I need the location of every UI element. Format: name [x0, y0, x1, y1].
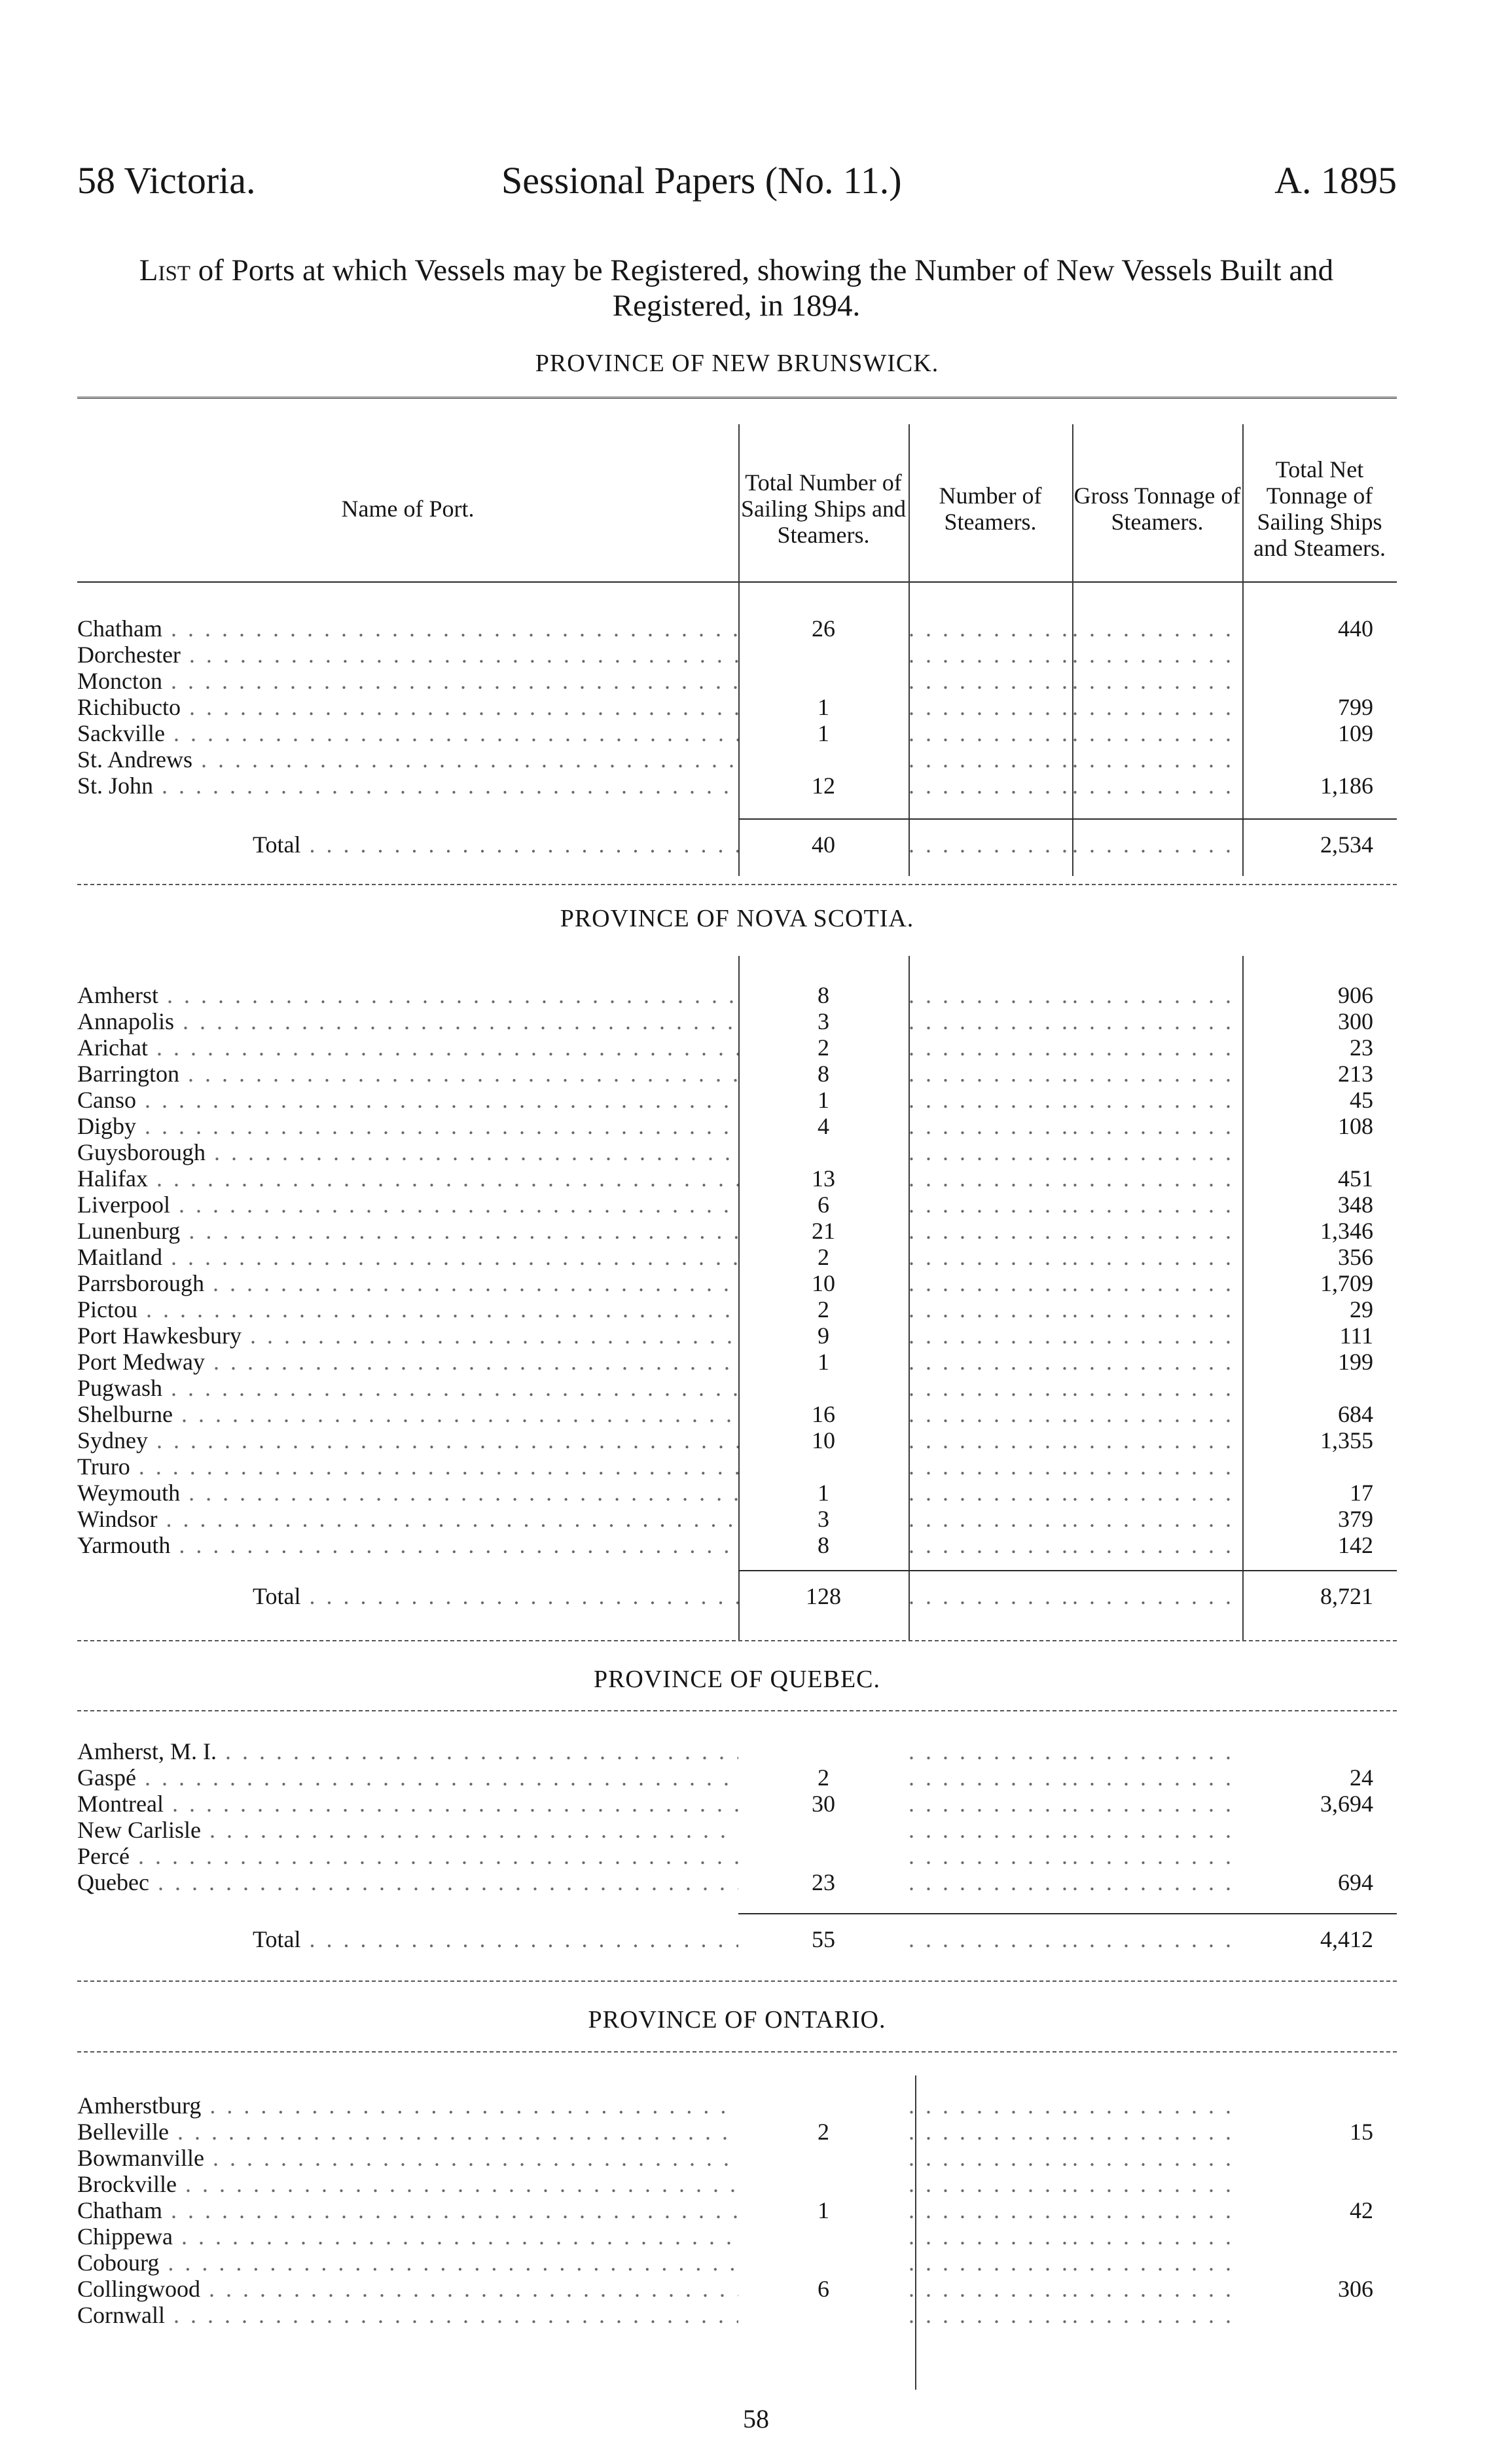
port-name: Bowmanville . . . [77, 2145, 738, 2171]
column-header-name: Name of Port. [341, 496, 475, 522]
steamers-cell [909, 1453, 1072, 1480]
net-tonnage: 213 [1338, 1061, 1373, 1087]
total-rule [738, 1570, 1397, 1571]
steamers-cell [909, 2119, 1072, 2145]
table-row [77, 615, 1397, 642]
table-row [77, 1427, 1397, 1453]
gross-tonnage-cell [1072, 2276, 1242, 2302]
table-row [77, 1817, 1397, 1843]
section-rule [77, 884, 1397, 885]
port-name: Amherst, M. I. . . . [77, 1738, 738, 1764]
port-name: Brockville . . . [77, 2171, 738, 2197]
net-tonnage: 684 [1338, 1401, 1373, 1427]
port-name: Canso . . . [77, 1087, 738, 1113]
section-total-new-brunswick [77, 831, 1397, 858]
table-row [77, 1270, 1397, 1296]
total-vessels: 4 [818, 1113, 829, 1139]
steamers-cell [909, 1087, 1072, 1113]
gross-tonnage-cell [1072, 1165, 1242, 1192]
port-name: Richibucto . . . [77, 694, 738, 720]
table-row [77, 1087, 1397, 1113]
steamers-cell [909, 2302, 1072, 2328]
table-row [77, 720, 1397, 746]
port-name: Port Medway . . . [77, 1349, 738, 1375]
port-name: Sydney . . . [77, 1427, 738, 1453]
port-name: Weymouth . . . [77, 1480, 738, 1506]
table-row [77, 2092, 1397, 2119]
port-name: Annapolis . . . [77, 1008, 738, 1034]
steamers-cell [909, 1738, 1072, 1764]
running-head-left: 58 Victoria. [77, 159, 256, 202]
section-heading-quebec: PROVINCE OF QUEBEC. [593, 1666, 881, 1693]
total-vessels: 8 [818, 1532, 829, 1558]
total-vessels: 8 [818, 982, 829, 1008]
net-tonnage: 1,186 [1320, 773, 1373, 799]
net-tonnage: 29 [1350, 1296, 1373, 1323]
net-tonnage: 8,721 [1320, 1583, 1373, 1609]
port-name: St. John . . . [77, 773, 738, 799]
port-name: Chippewa . . . [77, 2223, 738, 2250]
port-name: Truro . . . [77, 1453, 738, 1480]
steamers-cell [909, 1817, 1072, 1843]
total-vessels: 2 [818, 1034, 829, 1061]
total-vessels: 13 [812, 1165, 835, 1192]
steamers-cell [909, 831, 1072, 858]
total-label: Total . . . [77, 1583, 738, 1609]
steamers-cell [909, 615, 1072, 642]
port-name: Sackville . . . [77, 720, 738, 746]
port-name: Moncton . . . [77, 668, 738, 694]
total-vessels: 30 [812, 1791, 835, 1817]
port-name: Halifax . . . [77, 1165, 738, 1192]
table-row [77, 2197, 1397, 2223]
section-rows-new-brunswick [77, 615, 1397, 799]
table-row [77, 1453, 1397, 1480]
gross-tonnage-cell [1072, 720, 1242, 746]
total-vessels: 21 [812, 1218, 835, 1244]
table-row [77, 1008, 1397, 1034]
column-header-net-tonnage: Total Net Tonnage of Sailing Ships and Steamers. [1253, 456, 1386, 561]
gross-tonnage-cell [1072, 1583, 1242, 1609]
net-tonnage: 348 [1338, 1192, 1373, 1218]
table-row [77, 1375, 1397, 1401]
running-head [77, 155, 1397, 207]
steamers-cell [909, 2197, 1072, 2223]
table-row [77, 773, 1397, 799]
gross-tonnage-cell [1072, 1791, 1242, 1817]
gross-tonnage-cell [1072, 2302, 1242, 2328]
total-vessels: 1 [818, 1480, 829, 1506]
table-row [77, 1296, 1397, 1323]
table-row [77, 2171, 1397, 2197]
total-vessels: 1 [818, 694, 829, 720]
section-rows-ontario [77, 2092, 1397, 2328]
gross-tonnage-cell [1072, 1192, 1242, 1218]
net-tonnage: 799 [1338, 694, 1373, 720]
table-row [77, 2276, 1397, 2302]
table-row [77, 642, 1397, 668]
steamers-cell [909, 1165, 1072, 1192]
net-tonnage: 109 [1338, 720, 1373, 746]
gross-tonnage-cell [1072, 1087, 1242, 1113]
gross-tonnage-cell [1072, 694, 1242, 720]
total-vessels: 1 [818, 1349, 829, 1375]
total-vessels: 23 [812, 1869, 835, 1895]
gross-tonnage-cell [1072, 642, 1242, 668]
port-name: Yarmouth . . . [77, 1532, 738, 1558]
net-tonnage: 306 [1338, 2276, 1373, 2302]
net-tonnage: 906 [1338, 982, 1373, 1008]
document-title-lead: List [139, 253, 191, 287]
gross-tonnage-cell [1072, 1817, 1242, 1843]
total-vessels: 2 [818, 1244, 829, 1270]
total-vessels: 6 [818, 1192, 829, 1218]
table-row [77, 1034, 1397, 1061]
net-tonnage: 23 [1350, 1034, 1373, 1061]
table-row [77, 1061, 1397, 1087]
steamers-cell [909, 668, 1072, 694]
gross-tonnage-cell [1072, 1113, 1242, 1139]
steamers-cell [909, 1192, 1072, 1218]
gross-tonnage-cell [1072, 1453, 1242, 1480]
port-name: Amherstburg . . . [77, 2092, 738, 2119]
port-name: Lunenburg . . . [77, 1218, 738, 1244]
total-vessels: 3 [818, 1506, 829, 1532]
port-name: New Carlisle . . . [77, 1817, 738, 1843]
section-total-nova-scotia [77, 1583, 1397, 1609]
running-head-center: Sessional Papers (No. 11.) [501, 159, 902, 202]
steamers-cell [909, 1401, 1072, 1427]
steamers-cell [909, 1926, 1072, 1952]
port-name: Liverpool . . . [77, 1192, 738, 1218]
table-row [77, 694, 1397, 720]
net-tonnage: 142 [1338, 1532, 1373, 1558]
port-name: Gaspé . . . [77, 1764, 738, 1791]
gross-tonnage-cell [1072, 1427, 1242, 1453]
net-tonnage: 356 [1338, 1244, 1373, 1270]
table-top-rule [77, 397, 1397, 401]
total-vessels: 2 [818, 2119, 829, 2145]
net-tonnage: 2,534 [1320, 831, 1373, 858]
steamers-cell [909, 1323, 1072, 1349]
port-name: Digby . . . [77, 1113, 738, 1139]
total-label: Total . . . [77, 831, 738, 858]
column-header-gross-tonnage: Gross Tonnage of Steamers. [1073, 483, 1241, 535]
table-row [77, 1323, 1397, 1349]
table-row [77, 982, 1397, 1008]
gross-tonnage-cell [1072, 2197, 1242, 2223]
port-name: Quebec . . . [77, 1869, 738, 1895]
port-name: St. Andrews . . . [77, 746, 738, 773]
total-row [77, 1926, 1397, 1952]
gross-tonnage-cell [1072, 2119, 1242, 2145]
total-vessels: 55 [812, 1926, 835, 1952]
net-tonnage: 1,709 [1320, 1270, 1373, 1296]
page-number: 58 [743, 2404, 769, 2434]
steamers-cell [909, 1270, 1072, 1296]
gross-tonnage-cell [1072, 1244, 1242, 1270]
net-tonnage: 379 [1338, 1506, 1373, 1532]
total-vessels: 40 [812, 831, 835, 858]
table-row [77, 746, 1397, 773]
gross-tonnage-cell [1072, 1738, 1242, 1764]
table-row [77, 1401, 1397, 1427]
steamers-cell [909, 746, 1072, 773]
steamers-cell [909, 2092, 1072, 2119]
gross-tonnage-cell [1072, 1764, 1242, 1791]
table-row [77, 1764, 1397, 1791]
port-name: Barrington . . . [77, 1061, 738, 1087]
port-name: Cobourg . . . [77, 2250, 738, 2276]
net-tonnage: 111 [1339, 1323, 1373, 1349]
table-row [77, 1244, 1397, 1270]
gross-tonnage-cell [1072, 1480, 1242, 1506]
table-row [77, 1349, 1397, 1375]
steamers-cell [909, 773, 1072, 799]
net-tonnage: 1,355 [1320, 1427, 1373, 1453]
table-row [77, 1480, 1397, 1506]
section-heading-ontario: PROVINCE OF ONTARIO. [588, 2006, 886, 2034]
steamers-cell [909, 2145, 1072, 2171]
net-tonnage: 3,694 [1320, 1791, 1373, 1817]
steamers-cell [909, 1061, 1072, 1087]
gross-tonnage-cell [1072, 1034, 1242, 1061]
steamers-cell [909, 1139, 1072, 1165]
net-tonnage: 17 [1350, 1480, 1373, 1506]
total-rule [738, 818, 1397, 820]
steamers-cell [909, 2223, 1072, 2250]
table-row [77, 1869, 1397, 1895]
table-row [77, 1791, 1397, 1817]
gross-tonnage-cell [1072, 615, 1242, 642]
port-name: Chatham . . . [77, 615, 738, 642]
total-vessels: 16 [812, 1401, 835, 1427]
net-tonnage: 24 [1350, 1764, 1373, 1791]
gross-tonnage-cell [1072, 1401, 1242, 1427]
gross-tonnage-cell [1072, 1296, 1242, 1323]
total-vessels: 128 [806, 1583, 841, 1609]
gross-tonnage-cell [1072, 1349, 1242, 1375]
net-tonnage: 199 [1338, 1349, 1373, 1375]
gross-tonnage-cell [1072, 1869, 1242, 1895]
port-name: Windsor . . . [77, 1506, 738, 1532]
gross-tonnage-cell [1072, 1218, 1242, 1244]
steamers-cell [909, 982, 1072, 1008]
table-row [77, 1738, 1397, 1764]
section-heading-nova-scotia: PROVINCE OF NOVA SCOTIA. [560, 905, 914, 932]
table-row [77, 1192, 1397, 1218]
section-rule [77, 1640, 1397, 1641]
gross-tonnage-cell [1072, 2250, 1242, 2276]
table-row [77, 2145, 1397, 2171]
gross-tonnage-cell [1072, 746, 1242, 773]
net-tonnage: 451 [1338, 1165, 1373, 1192]
gross-tonnage-cell [1072, 1843, 1242, 1869]
gross-tonnage-cell [1072, 2223, 1242, 2250]
total-vessels: 1 [818, 720, 829, 746]
gross-tonnage-cell [1072, 668, 1242, 694]
gross-tonnage-cell [1072, 1139, 1242, 1165]
steamers-cell [909, 642, 1072, 668]
steamers-cell [909, 1034, 1072, 1061]
port-name: Amherst . . . [77, 982, 738, 1008]
steamers-cell [909, 1532, 1072, 1558]
gross-tonnage-cell [1072, 1061, 1242, 1087]
gross-tonnage-cell [1072, 1270, 1242, 1296]
port-name: Parrsborough . . . [77, 1270, 738, 1296]
port-name: Port Hawkesbury . . . [77, 1323, 738, 1349]
table-row [77, 2250, 1397, 2276]
total-label: Total . . . [77, 1926, 738, 1952]
gross-tonnage-cell [1072, 1008, 1242, 1034]
gross-tonnage-cell [1072, 2171, 1242, 2197]
gross-tonnage-cell [1072, 982, 1242, 1008]
total-vessels: 8 [818, 1061, 829, 1087]
net-tonnage: 300 [1338, 1008, 1373, 1034]
net-tonnage: 4,412 [1320, 1926, 1373, 1952]
total-vessels: 1 [818, 1087, 829, 1113]
port-name: Percé . . . [77, 1843, 738, 1869]
steamers-cell [909, 1244, 1072, 1270]
port-name: Maitland . . . [77, 1244, 738, 1270]
section-heading-new-brunswick: PROVINCE OF NEW BRUNSWICK. [535, 350, 939, 377]
column-header-total: Total Number of Sailing Ships and Steamers. [740, 469, 907, 548]
steamers-cell [909, 1349, 1072, 1375]
steamers-cell [909, 1791, 1072, 1817]
table-row [77, 2302, 1397, 2328]
section-rows-quebec [77, 1738, 1397, 1895]
steamers-cell [909, 1296, 1072, 1323]
table-row [77, 2223, 1397, 2250]
net-tonnage: 45 [1350, 1087, 1373, 1113]
document-title [72, 253, 1401, 323]
table-row [77, 1165, 1397, 1192]
total-vessels: 10 [812, 1270, 835, 1296]
gross-tonnage-cell [1072, 2092, 1242, 2119]
port-name: Dorchester . . . [77, 642, 738, 668]
steamers-cell [909, 1583, 1072, 1609]
port-name: Arichat . . . [77, 1034, 738, 1061]
port-name: Montreal . . . [77, 1791, 738, 1817]
gross-tonnage-cell [1072, 2145, 1242, 2171]
steamers-cell [909, 1506, 1072, 1532]
net-tonnage: 108 [1338, 1113, 1373, 1139]
steamers-cell [909, 1869, 1072, 1895]
column-header-steamers: Number of Steamers. [939, 483, 1042, 535]
gross-tonnage-cell [1072, 1375, 1242, 1401]
steamers-cell [909, 1218, 1072, 1244]
header-rule [77, 581, 1397, 583]
total-row [77, 831, 1397, 858]
table-row [77, 2119, 1397, 2145]
steamers-cell [909, 1375, 1072, 1401]
total-vessels: 2 [818, 1764, 829, 1791]
net-tonnage: 694 [1338, 1869, 1373, 1895]
steamers-cell [909, 1008, 1072, 1034]
total-vessels: 12 [812, 773, 835, 799]
total-vessels: 9 [818, 1323, 829, 1349]
net-tonnage: 1,346 [1320, 1218, 1373, 1244]
gross-tonnage-cell [1072, 1926, 1242, 1952]
gross-tonnage-cell [1072, 831, 1242, 858]
port-name: Guysborough . . . [77, 1139, 738, 1165]
section-rule [77, 1981, 1397, 1982]
steamers-cell [909, 694, 1072, 720]
section-rows-nova-scotia [77, 982, 1397, 1558]
table-row [77, 1113, 1397, 1139]
port-name: Collingwood . . . [77, 2276, 738, 2302]
port-name: Cornwall . . . [77, 2302, 738, 2328]
port-name: Pugwash . . . [77, 1375, 738, 1401]
steamers-cell [909, 1764, 1072, 1791]
table-row [77, 1843, 1397, 1869]
steamers-cell [909, 2171, 1072, 2197]
section-rule [77, 1710, 1397, 1711]
total-vessels: 26 [812, 615, 835, 642]
steamers-cell [909, 2276, 1072, 2302]
total-vessels: 10 [812, 1427, 835, 1453]
steamers-cell [909, 1843, 1072, 1869]
steamers-cell [909, 1113, 1072, 1139]
column-headers [77, 433, 1397, 584]
port-name: Belleville . . . [77, 2119, 738, 2145]
table-row [77, 1139, 1397, 1165]
table-row [77, 1506, 1397, 1532]
port-name: Shelburne . . . [77, 1401, 738, 1427]
total-vessels: 1 [818, 2197, 829, 2223]
table-row [77, 1532, 1397, 1558]
steamers-cell [909, 1480, 1072, 1506]
running-head-right: A. 1895 [1274, 159, 1397, 202]
gross-tonnage-cell [1072, 1323, 1242, 1349]
gross-tonnage-cell [1072, 1506, 1242, 1532]
total-row [77, 1583, 1397, 1609]
table-row [77, 668, 1397, 694]
steamers-cell [909, 720, 1072, 746]
total-vessels: 3 [818, 1008, 829, 1034]
port-name: Pictou . . . [77, 1296, 738, 1323]
gross-tonnage-cell [1072, 1532, 1242, 1558]
document-title-text: of Ports at which Vessels may be Registered, showing the Number of New Vessels Built and Registered, in 1894. [190, 253, 1334, 323]
net-tonnage: 15 [1350, 2119, 1373, 2145]
steamers-cell [909, 1427, 1072, 1453]
table-row [77, 1218, 1397, 1244]
net-tonnage: 42 [1350, 2197, 1373, 2223]
gross-tonnage-cell [1072, 773, 1242, 799]
total-vessels: 6 [818, 2276, 829, 2302]
section-total-quebec [77, 1926, 1397, 1952]
total-vessels: 2 [818, 1296, 829, 1323]
net-tonnage: 440 [1338, 615, 1373, 642]
steamers-cell [909, 2250, 1072, 2276]
section-rule [77, 2051, 1397, 2053]
port-name: Chatham . . . [77, 2197, 738, 2223]
total-rule [738, 1913, 1397, 1914]
